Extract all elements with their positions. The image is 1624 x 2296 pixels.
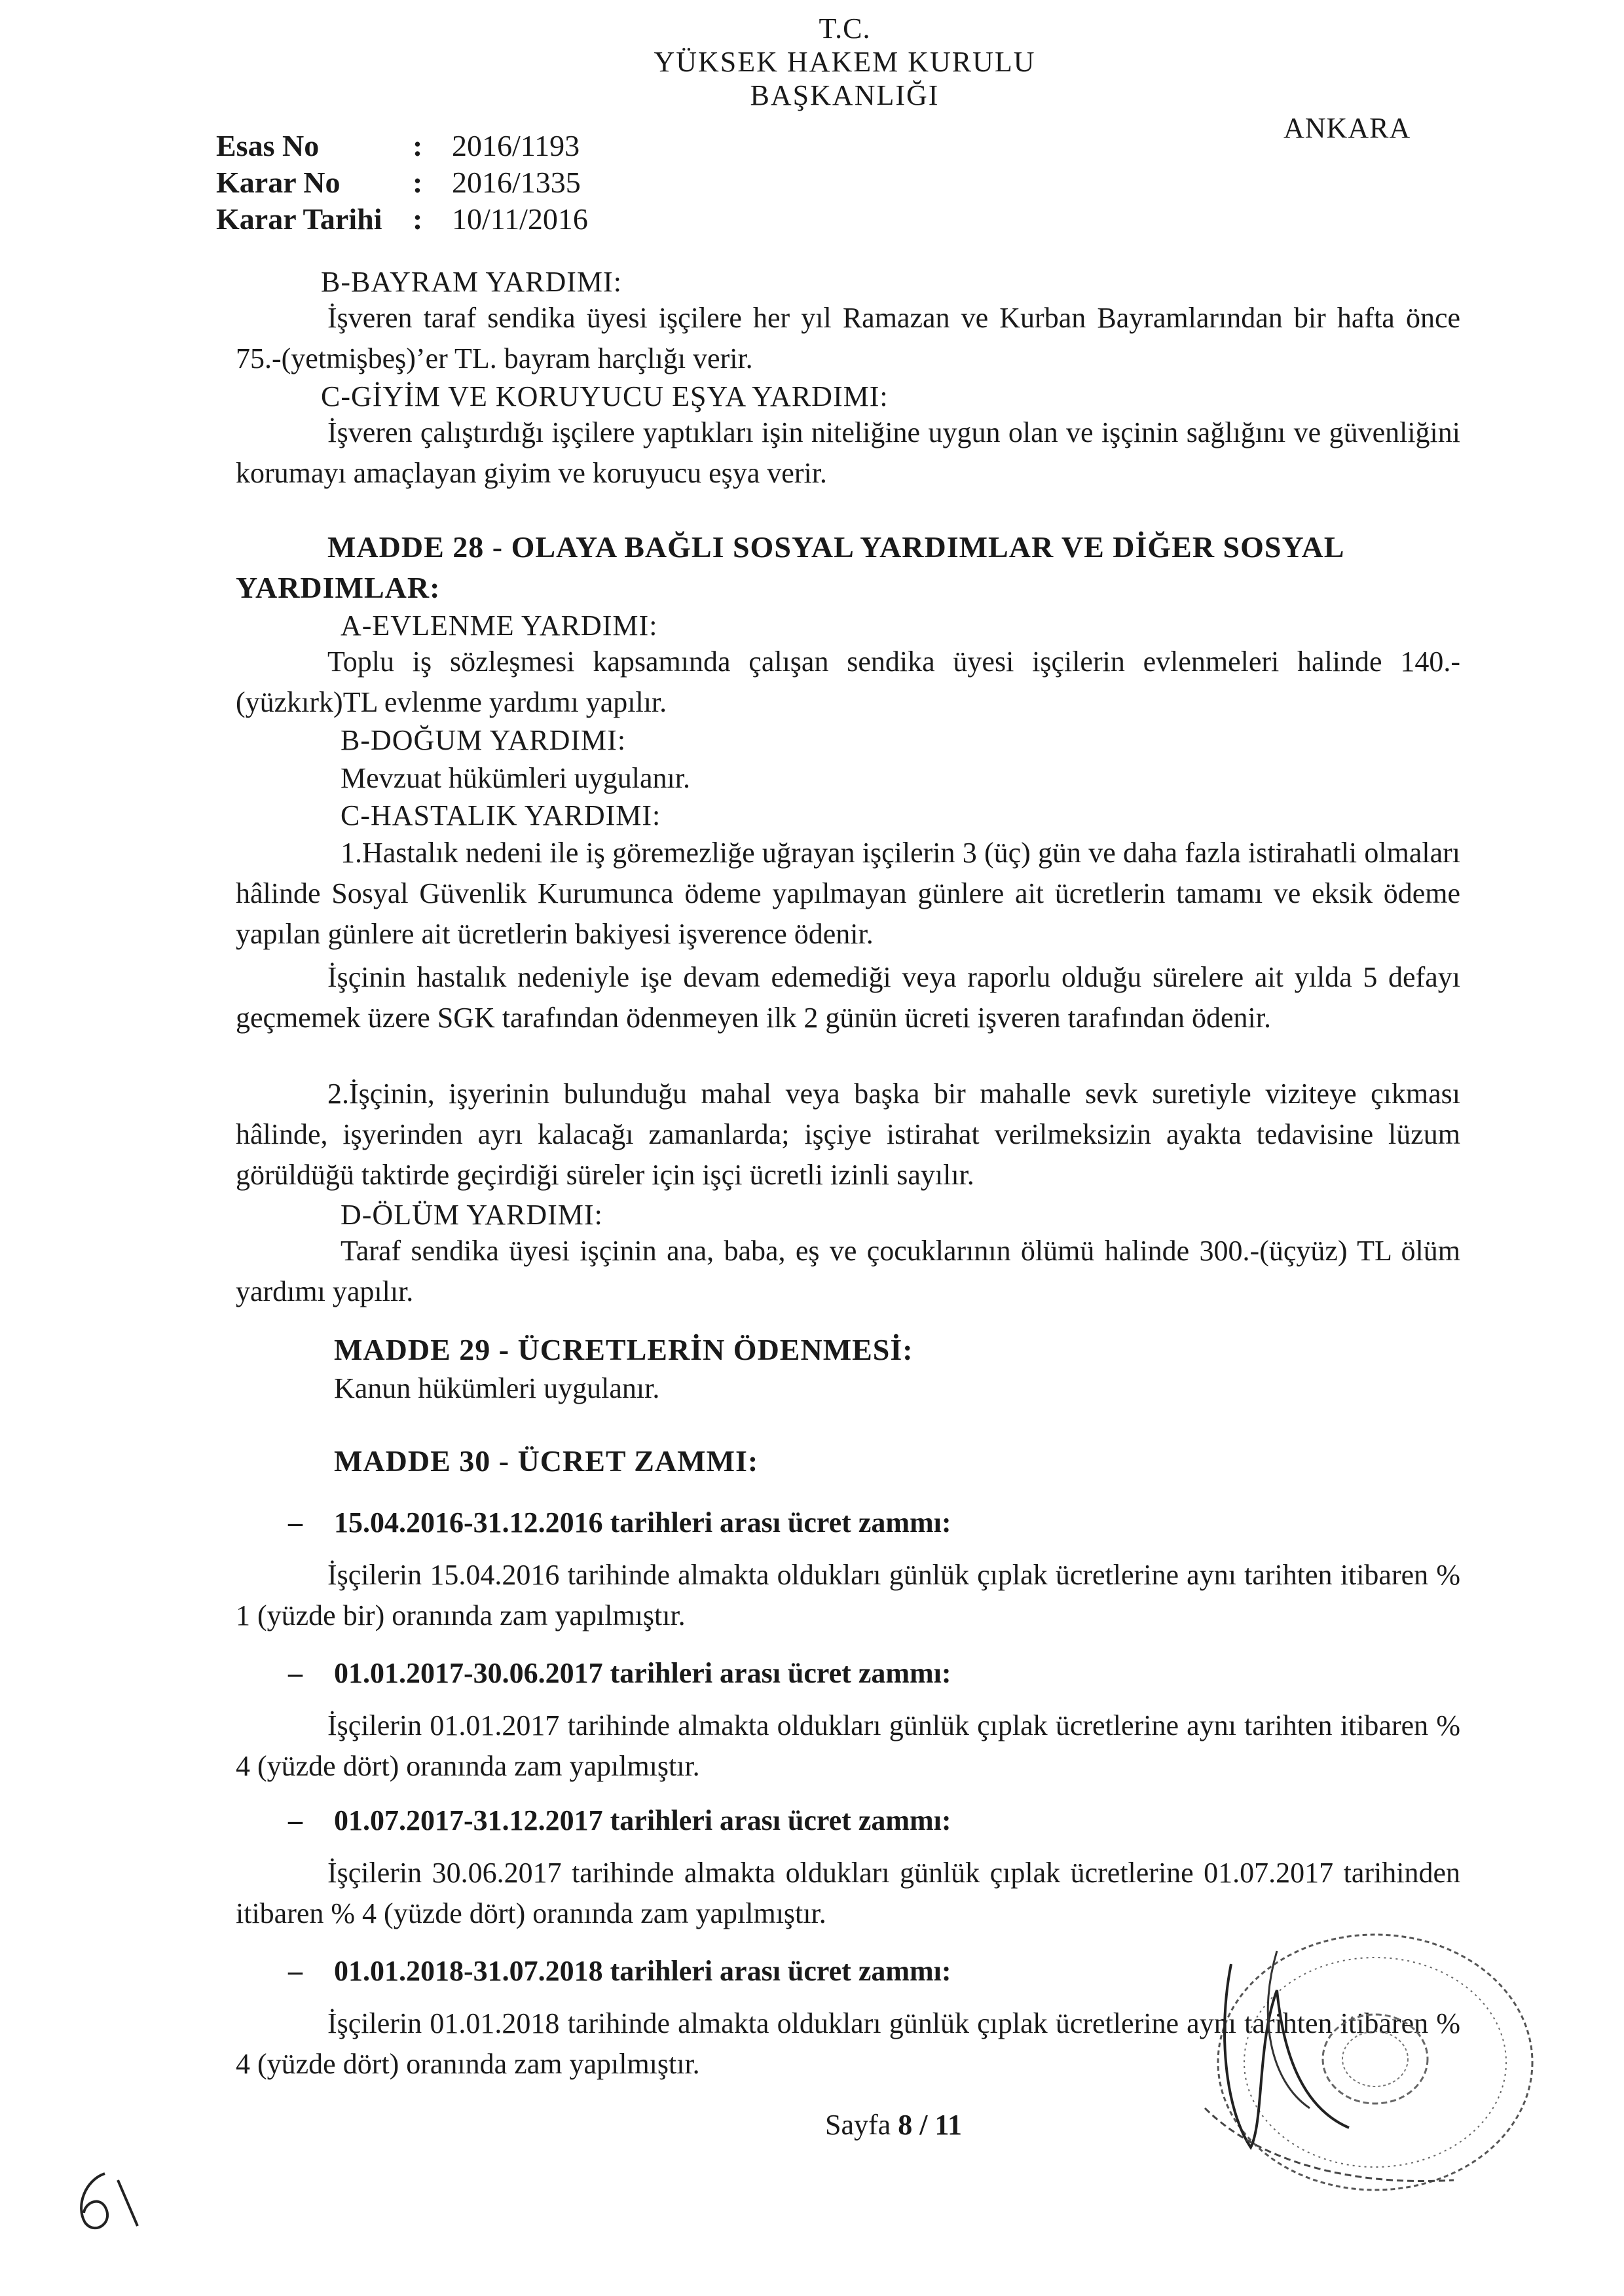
b-bayram-title: B-BAYRAM YARDIMI: bbox=[321, 266, 622, 298]
header-city: ANKARA bbox=[1283, 112, 1411, 144]
madde-30-title: MADDE 30 - ÜCRET ZAMMI: bbox=[334, 1444, 759, 1478]
page-total: 11 bbox=[934, 2109, 962, 2141]
meta-row-esas bbox=[216, 128, 588, 164]
dash-mark: – bbox=[288, 1506, 303, 1539]
header-institution: YÜKSEK HAKEM KURULU bbox=[654, 46, 1036, 78]
page-separator: / bbox=[919, 2109, 928, 2141]
zam-title: 01.01.2018-31.07.2018 tarihleri arası ücret zammı: bbox=[334, 1955, 951, 1987]
zam-heading-1 bbox=[288, 1506, 951, 1539]
zam-text-2: İşçilerin 01.01.2017 tarihinde almakta oldukları günlük çıplak ücretlerine aynı tarihten itibaren % 4 (yüzde dört) oranında zam yapılmıştır. bbox=[236, 1709, 1460, 1782]
c-giyim-title: C-GİYİM VE KORUYUCU EŞYA YARDIMI: bbox=[321, 380, 889, 412]
header-block bbox=[550, 12, 1139, 112]
dash-mark: – bbox=[288, 1804, 303, 1836]
a-evlenme-text: Toplu iş sözleşmesi kapsamında çalışan sendika üyesi işçilerin evlenmeleri halinde 140.-(yüzkırk)TL evlenme yardımı yapılır. bbox=[236, 646, 1460, 718]
zam-title: 15.04.2016-31.12.2016 tarihleri arası ücret zammı: bbox=[334, 1506, 951, 1539]
meta-row-karar bbox=[216, 164, 588, 201]
meta-value: 10/11/2016 bbox=[452, 202, 588, 236]
case-meta bbox=[216, 128, 588, 238]
zam-title: 01.07.2017-31.12.2017 tarihleri arası ücret zammı: bbox=[334, 1804, 951, 1836]
page-number bbox=[825, 2108, 962, 2141]
seal-icon bbox=[1179, 1912, 1545, 2213]
meta-label: Karar Tarihi bbox=[216, 202, 382, 236]
c-hastalik-p1: 1.Hastalık nedeni ile iş göremezliğe uğrayan işçilerin 3 (üç) gün ve daha fazla istirahatli olmaları hâlinde Sosyal Güvenlik Kurumunca ödeme yapılmayan günlere ait ücretlerin tamamı ve eksik ödeme yapılan günlere ait ücretlerin bakiyesi işverence ödenir. bbox=[236, 837, 1460, 950]
zam-text-1: İşçilerin 15.04.2016 tarihinde almakta oldukları günlük çıplak ücretlerine aynı tarihten itibaren % 1 (yüzde bir) oranında zam yapılmıştır. bbox=[236, 1559, 1460, 1631]
handwritten-61-icon bbox=[65, 2160, 157, 2239]
b-dogum-text: Mevzuat hükümleri uygulanır. bbox=[341, 762, 690, 794]
meta-sep: : bbox=[413, 202, 423, 236]
meta-value: 2016/1193 bbox=[452, 129, 580, 162]
zam-title: 01.01.2017-30.06.2017 tarihleri arası ücret zammı: bbox=[334, 1657, 951, 1689]
page-prefix: Sayfa bbox=[825, 2109, 891, 2141]
zam-text-4: İşçilerin 01.01.2018 tarihinde almakta oldukları günlük çıplak ücretlerine aynı tarihten itibaren % 4 (yüzde dört) oranında zam yapılmıştır. bbox=[236, 2007, 1460, 2080]
meta-value: 2016/1335 bbox=[452, 166, 581, 199]
zam-text-3: İşçilerin 30.06.2017 tarihinde almakta oldukları günlük çıplak ücretlerine 01.07.2017 tarihinden itibaren % 4 (yüzde dört) oranında zam yapılmıştır. bbox=[236, 1857, 1460, 1929]
page-current: 8 bbox=[898, 2109, 913, 2141]
dash-mark: – bbox=[288, 1657, 303, 1689]
header-tc: T.C. bbox=[819, 12, 871, 45]
madde-29-text: Kanun hükümleri uygulanır. bbox=[334, 1372, 660, 1404]
zam-heading-2 bbox=[288, 1656, 951, 1690]
dash-mark: – bbox=[288, 1955, 303, 1987]
b-bayram-text: İşveren taraf sendika üyesi işçilere her yıl Ramazan ve Kurban Bayramlarından bir hafta önce 75.-(yetmişbeş)’er TL. bayram harçlığı verir. bbox=[236, 302, 1460, 374]
madde-28-title: MADDE 28 - OLAYA BAĞLI SOSYAL YARDIMLAR VE DİĞER SOSYAL YARDIMLAR: bbox=[236, 530, 1343, 604]
handwritten-page-mark bbox=[65, 2160, 157, 2239]
c-hastalik-title: C-HASTALIK YARDIMI: bbox=[341, 799, 661, 831]
header-baskanlik: BAŞKANLIĞI bbox=[750, 79, 940, 111]
meta-label: Esas No bbox=[216, 129, 320, 162]
c-giyim-text: İşveren çalıştırdığı işçilere yaptıkları işin niteliğine uygun olan ve işçinin sağlığını ve güvenliğini korumayı amaçlayan giyim ve koruyucu eşya verir. bbox=[236, 416, 1460, 489]
c-hastalik-p3: 2.İşçinin, işyerinin bulunduğu mahal veya başka bir mahalle sevk suretiyle viziteye çıkması hâlinde, işyerinden ayrı kalacağı zamanlarda; işçiye istirahat verilmeksizin ayakta tedavisine lüzum görüldüğü taktirde geçirdiği süreler için işçi ücretli izinli sayılır. bbox=[236, 1078, 1460, 1191]
official-seal-stamp bbox=[1179, 1912, 1545, 2213]
d-olum-title: D-ÖLÜM YARDIMI: bbox=[341, 1199, 603, 1231]
zam-heading-4 bbox=[288, 1954, 951, 1988]
meta-label: Karar No bbox=[216, 166, 341, 199]
c-hastalik-p2: İşçinin hastalık nedeniyle işe devam edemediği veya raporlu olduğu sürelere ait yılda 5 defayı geçmemek üzere SGK tarafından ödenmeyen ilk 2 günün ücreti işveren tarafından ödenir. bbox=[236, 961, 1460, 1034]
meta-sep: : bbox=[413, 129, 423, 162]
meta-row-tarih bbox=[216, 201, 588, 238]
b-dogum-title: B-DOĞUM YARDIMI: bbox=[341, 724, 627, 756]
a-evlenme-title: A-EVLENME YARDIMI: bbox=[341, 610, 658, 642]
zam-heading-3 bbox=[288, 1804, 951, 1837]
d-olum-text: Taraf sendika üyesi işçinin ana, baba, eş ve çocuklarının ölümü halinde 300.-(üçyüz) TL ölüm yardımı yapılır. bbox=[236, 1235, 1460, 1307]
madde-29-title: MADDE 29 - ÜCRETLERİN ÖDENMESİ: bbox=[334, 1333, 913, 1366]
meta-sep: : bbox=[413, 166, 423, 199]
